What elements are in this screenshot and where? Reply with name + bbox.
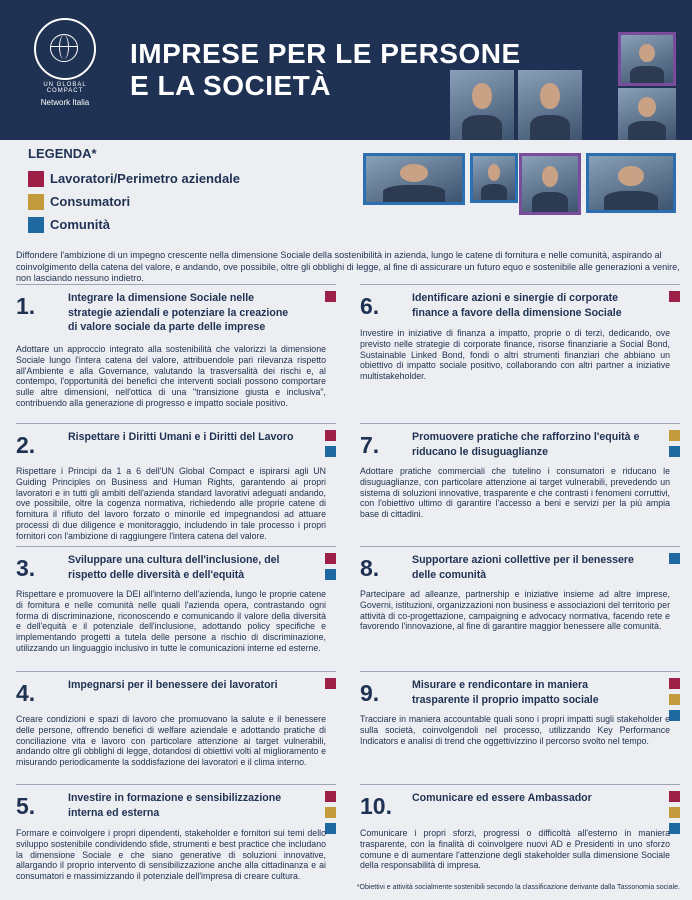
portrait-photo bbox=[519, 153, 581, 215]
portrait-photo bbox=[586, 153, 676, 213]
section-title: Identificare azioni e sinergie di corporate finance a favore della dimensione Sociale bbox=[412, 292, 622, 319]
legend-title: LEGENDA* bbox=[28, 146, 97, 161]
header-banner bbox=[0, 0, 692, 140]
section-title: Investire in formazione e sensibilizzazione interna ed esterna bbox=[68, 792, 282, 819]
section-text: Rispettare i Principi da 1 a 6 dell'UN Global Compact e ispirarsi agli UN Guiding Principles on Business and Human Rights, garantendo ai propri lavoratori e in tutti gli ambiti dell'azienda standard lavorativi adeguati andando, ove possibile, oltre la cogenza normativa, richiedendo alle proprie catene di fornitura il rifiuto del lavoro forzato o minorile ed impegnandosi ad attuare processi di due diligence e monitoraggio, includendo in tale processo i propri fornitori con l'ambizione di raggiungere l'intera catena del valore. bbox=[16, 466, 326, 541]
legend-label: Consumatori bbox=[50, 194, 131, 209]
section-text: Adottare un approccio integrato alla sostenibilità che valorizzi la dimensione Sociale lungo l'intera catena del valore, attribuendole pari rilevanza rispetto all'Ambiente e alla Governance, valutando la trasversalità dei rischi e, al contempo, l'opportunità dei benefici che interventi sociali possono comportare sulle altre dimensioni, nell'ottica di una "transizione giusta e inclusiva", contribuendo alla generazione di progresso e impatto sociale positivo. bbox=[16, 344, 326, 408]
section-text: Comunicare i propri sforzi, progressi o difficoltà all'esterno in maniera trasparente, con la finalità di coinvolgere nuovi AD e Presidenti in uno sforzo comune e di aumentare l'attenzione degli stakeholder sulla dimensione Sociale della responsabilità di impresa. bbox=[360, 828, 670, 871]
portrait-photo bbox=[618, 32, 676, 86]
section-number: 3. bbox=[16, 555, 36, 581]
legend-label: Lavoratori/Perimetro aziendale bbox=[50, 171, 241, 186]
category-markers bbox=[669, 553, 680, 569]
legend-swatch bbox=[28, 194, 44, 210]
section-number: 6. bbox=[360, 293, 380, 319]
section-text: Formare e coinvolgere i propri dipendenti, stakeholder e fornitori sui temi dello sviluppo sostenibile condividendo sfide, strumenti e best practice che includano la dimensione Sociale e che siano generative di soluzioni innovative, allargando il proprio intervento di sensibilizzazione anche alla cittadinanza e ai consumatori e massimizzando il potenziale dell'impresa di creare cultura. bbox=[16, 828, 326, 882]
legend-item bbox=[28, 190, 240, 213]
portrait-photo bbox=[450, 70, 514, 140]
section-title: Impegnarsi per il benessere dei lavoratori bbox=[68, 679, 278, 691]
portrait-photo bbox=[363, 153, 465, 205]
section-number: 5. bbox=[16, 793, 36, 819]
section-title: Rispettare i Diritti Umani e i Diritti del Lavoro bbox=[68, 431, 294, 443]
section-text: Adottare pratiche commerciali che tutelino i consumatori e riducano le disuguaglianze, con particolare attenzione ai target vulnerabili, prevedendo un sistema di soluzioni innovative, trasparente e che contrasti i fenomeni corruttivi, con l'obiettivo ultimo di garantire l'accesso a beni e servizi per la più ampia base di cittadini. bbox=[360, 466, 670, 520]
section-number: 4. bbox=[16, 680, 36, 706]
legend bbox=[28, 146, 240, 236]
section-title: Supportare azioni collettive per il benessere delle comunità bbox=[412, 554, 634, 581]
category-markers bbox=[325, 553, 336, 585]
section-number: 9. bbox=[360, 680, 380, 706]
category-markers bbox=[325, 291, 336, 307]
footnote: *Obiettivi e attività socialmente sostenibili secondo la classificazione derivante dalla Tassonomia sociale. bbox=[356, 884, 680, 891]
portrait-photo bbox=[470, 153, 518, 203]
section-text: Rispettare e promuovere la DEI all'interno dell'azienda, lungo le proprie catene di fornitura e nelle comunità nelle quali l'azienda opera, contrastando ogni forma di discriminazione, riconoscendo e comunicando il valore della diversità e dell'equità e il potenziale dell'inclusione, adottando policy specifiche e implementando progetti a tutela delle persone a rischio di discriminazione, utilizzando un linguaggio inclusivo in tutte le comunicazioni interne ed esterne. bbox=[16, 589, 326, 653]
section-text: Partecipare ad alleanze, partnership e iniziative insieme ad altre imprese, Governi, istituzioni, organizzazioni non business e associazioni del territorio per attività di co-progettazione, campaigning e advocacy normativa, facendo rete e favorendo l'innovazione, al fine di garantire maggior benessere alle comunità. bbox=[360, 589, 670, 632]
portrait-photo bbox=[518, 70, 582, 140]
section-number: 1. bbox=[16, 293, 36, 319]
legend-swatch bbox=[28, 171, 44, 187]
section-title: Comunicare ed essere Ambassador bbox=[412, 792, 592, 804]
legend-item bbox=[28, 167, 240, 190]
section-number: 10. bbox=[360, 793, 392, 819]
un-global-compact-logo bbox=[30, 18, 100, 107]
legend-item bbox=[28, 213, 240, 236]
section-number: 8. bbox=[360, 555, 380, 581]
section-title: Promuovere pratiche che rafforzino l'equità e riducano le disuguaglianze bbox=[412, 431, 640, 458]
logo-org-text: UN GLOBAL COMPACT bbox=[43, 82, 87, 94]
category-markers bbox=[669, 291, 680, 307]
section-text: Investire in iniziative di finanza a impatto, proprie o di terzi, dedicando, ove previsto nelle strategie di corporate finance, risorse finanziarie a Social Bond, Sustainable Linked Bond, fondi o altri strumenti finanziari che abbiano un obiettivo di impatto sociale positivo, collaborando con altri partner a iniziative multistakeholder. bbox=[360, 328, 670, 382]
globe-icon bbox=[34, 18, 96, 80]
section-number: 2. bbox=[16, 432, 36, 458]
category-markers bbox=[669, 678, 680, 726]
category-markers bbox=[325, 430, 336, 462]
category-markers bbox=[669, 430, 680, 462]
category-markers bbox=[325, 678, 336, 694]
category-markers bbox=[669, 791, 680, 839]
portrait-photo bbox=[618, 88, 676, 140]
section-title: Sviluppare una cultura dell'inclusione, del rispetto delle diversità e dell'equità bbox=[68, 554, 280, 581]
category-markers bbox=[325, 791, 336, 839]
intro-paragraph: Diffondere l'ambizione di un impegno crescente nella dimensione Sociale della sostenibilità in azienda, lungo le catene di fornitura e nelle comunità, aspirando al coinvolgimento della catena del valore, e andando, ove possibile, oltre gli obblighi di legge, al fine di assicurare un futuro equo e sostenibile alle generazioni a venire, non lasciando nessuno indietro. bbox=[16, 250, 680, 284]
logo-network-text: Network Italia bbox=[40, 98, 90, 107]
title-line-1: IMPRESE PER LE PERSONE bbox=[130, 38, 521, 69]
title-line-2: E LA SOCIETÀ bbox=[130, 70, 331, 101]
section-title: Misurare e rendicontare in maniera trasparente il proprio impatto sociale bbox=[412, 679, 599, 706]
section-number: 7. bbox=[360, 432, 380, 458]
legend-swatch bbox=[28, 217, 44, 233]
legend-label: Comunità bbox=[50, 217, 110, 232]
section-title: Integrare la dimensione Sociale nelle strategie aziendali e potenziare la creazione di valore sociale da parte delle imprese bbox=[68, 292, 289, 333]
section-text: Creare condizioni e spazi di lavoro che promuovano la salute e il benessere delle persone, offrendo benefici di welfare aziendale e adottando pratiche di conciliazione vita e lavoro con particolare attenzione ai target vulnerabili, andando oltre gli obblighi di legge, dotandosi di obiettivi volti al miglioramento e misurando periodicamente la soddisfazione dei lavoratori e il clima interno. bbox=[16, 714, 326, 768]
section-text: Tracciare in maniera accountable quali sono i propri impatti sugli stakeholder e sulla società, coinvolgendoli nel processo, utilizzando Key Performance Indicators e analisi di trend che oggettivizzino il percorso svolto nel tempo. bbox=[360, 714, 670, 746]
